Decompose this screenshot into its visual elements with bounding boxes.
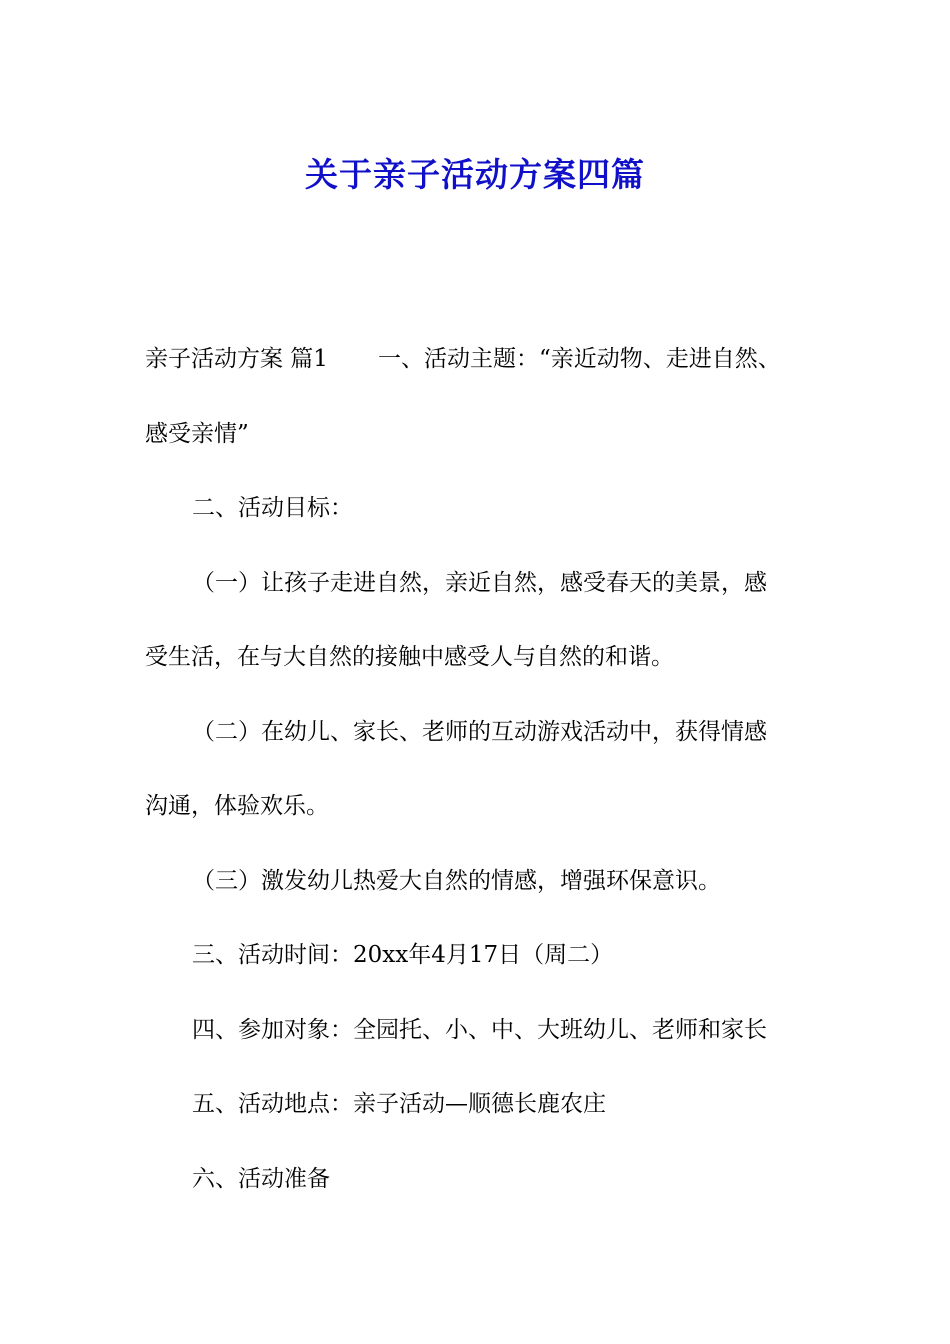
theme-line-continued: 感受亲情” [145, 420, 249, 447]
goal-3: （三）激发幼儿热爱大自然的情感，增强环保意识。 [192, 867, 721, 894]
theme-line: 一、活动主题：“亲近动物、走进自然、 [377, 346, 781, 372]
goal-1-line-2: 受生活，在与大自然的接触中感受人与自然的和谐。 [145, 644, 674, 670]
goal-2-line-2: 沟通，体验欢乐。 [145, 793, 329, 819]
page-title: 关于亲子活动方案四篇 [305, 155, 645, 195]
participants: 四、参加对象：全园托、小、中、大班幼儿、老师和家长 [192, 1016, 767, 1043]
activity-preparation: 六、活动准备 [192, 1165, 330, 1192]
section-label: 亲子活动方案 篇1 [145, 346, 328, 372]
goal-2-line-1: （二）在幼儿、家长、老师的互动游戏活动中，获得情感 [192, 718, 767, 745]
document-body [145, 322, 835, 1216]
activity-location: 五、活动地点：亲子活动—顺德长鹿农庄 [192, 1091, 606, 1117]
goal-1-line-1: （一）让孩子走进自然，亲近自然，感受春天的美景，感 [192, 569, 767, 596]
goal-heading: 二、活动目标： [192, 495, 353, 521]
activity-time: 三、活动时间：20xx年4月17日（周二） [192, 942, 614, 968]
intro-line [145, 322, 835, 397]
